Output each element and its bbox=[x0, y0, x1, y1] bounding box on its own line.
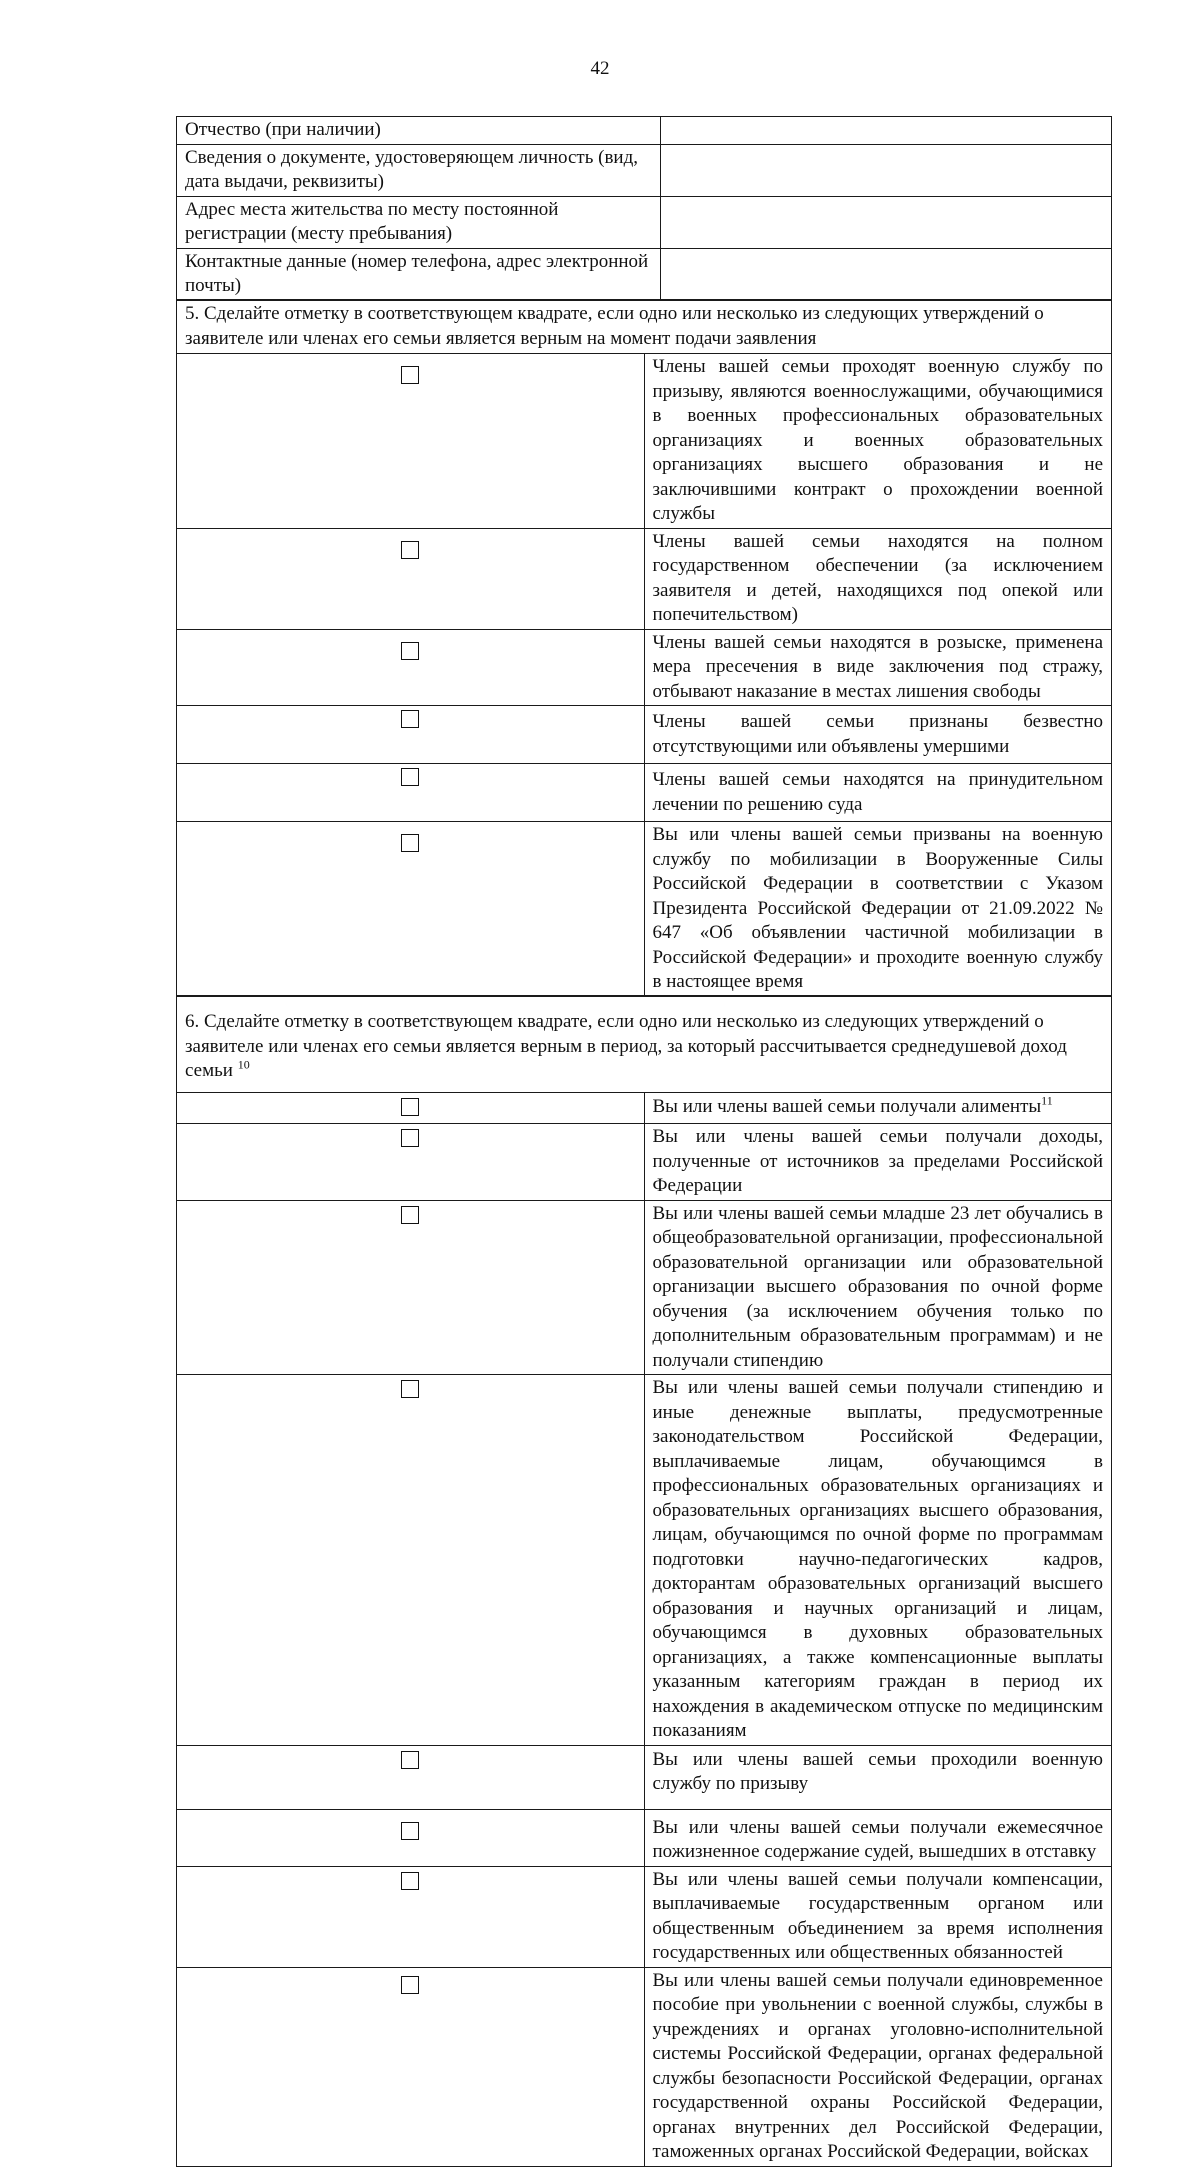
section-6-heading: 6. Сделайте отметку в соответствующем квадрате, если одно или несколько из следующих утверждений о заявителе или членах его семьи является верным в период, за который рассчитывается среднедушевой доход семьи bbox=[185, 1011, 1067, 1081]
statement-text: Вы или члены вашей семьи получали доходы, полученные от источников за пределами Российской Федерации bbox=[644, 1124, 1112, 1201]
list-item bbox=[177, 1745, 1112, 1809]
list-item bbox=[177, 1124, 1112, 1201]
checkbox[interactable] bbox=[401, 1206, 419, 1224]
statement-text: Вы или члены вашей семьи получали стипендию и иные денежные выплаты, предусмотренные законодательством Российской Федерации, выплачиваемые лицам, обучающимся в профессиональных образовательных организациях и образовательных организациях высшего образования, лицам, обучающимся по очной форме по программам подготовки научно-педагогических кадров, докторантам образовательных организаций высшего образования и научных организаций и лицам, обучающимся в духовных образовательных организациях, а также компенсационные выплаты указанным категориям граждан в период их нахождения в академическом отпуске по медицинским показаниям bbox=[644, 1375, 1112, 1746]
statement-text: Вы или члены вашей семьи проходили военную службу по призыву bbox=[644, 1745, 1112, 1809]
section-5-table bbox=[176, 299, 1112, 997]
statement-text: Члены вашей семьи проходят военную службу по призыву, являются военнослужащими, обучающимися в военных профессиональных образовательных организациях и военных образовательных организациях высшего образования и не заключившими контракт о прохождении военной службы bbox=[644, 354, 1112, 529]
list-item bbox=[177, 822, 1112, 997]
footnote-marker: 10 bbox=[237, 1057, 250, 1072]
list-item bbox=[177, 1967, 1112, 2166]
list-item bbox=[177, 1092, 1112, 1124]
list-item bbox=[177, 354, 1112, 529]
statement-text: Члены вашей семьи находятся на полном государственном обеспечении (за исключением заявителя и детей, находящихся под опекой или попечительством) bbox=[644, 528, 1112, 629]
identity-document-label: Сведения о документе, удостоверяющем личность (вид, дата выдачи, реквизиты) bbox=[177, 144, 661, 196]
list-item bbox=[177, 629, 1112, 706]
table-row bbox=[177, 144, 1112, 196]
checkbox[interactable] bbox=[401, 1098, 419, 1116]
checkbox[interactable] bbox=[401, 1380, 419, 1398]
checkbox[interactable] bbox=[401, 642, 419, 660]
personal-data-table bbox=[176, 116, 1112, 301]
statement-text: Вы или члены вашей семьи получали компенсации, выплачиваемые государственным органом или общественным объединением за время исполнения государственных или общественных обязанностей bbox=[644, 1866, 1112, 1967]
checkbox[interactable] bbox=[401, 541, 419, 559]
list-item bbox=[177, 1809, 1112, 1866]
statement-text: Вы или члены вашей семьи получали единовременное пособие при увольнении с военной службы, службы в учреждениях и органах уголовно-исполнительной системы Российской Федерации, органах федеральной службы безопасности Российской Федерации, органах государственной охраны Российской Федерации, органах внутренних дел Российской Федерации, таможенных органах Российской Федерации, войсках bbox=[644, 1967, 1112, 2166]
checkbox[interactable] bbox=[401, 768, 419, 786]
application-form-table bbox=[176, 116, 1112, 2167]
checkbox[interactable] bbox=[401, 1751, 419, 1769]
patronymic-field[interactable] bbox=[661, 117, 1112, 145]
table-row bbox=[177, 196, 1112, 248]
list-item bbox=[177, 706, 1112, 764]
table-row bbox=[177, 117, 1112, 145]
contact-data-label: Контактные данные (номер телефона, адрес электронной почты) bbox=[177, 248, 661, 300]
checkbox[interactable] bbox=[401, 834, 419, 852]
residence-address-field[interactable] bbox=[661, 196, 1112, 248]
list-item bbox=[177, 1866, 1112, 1967]
checkbox[interactable] bbox=[401, 1976, 419, 1994]
statement-text: Вы или члены вашей семьи получали алименты bbox=[652, 1095, 1042, 1117]
identity-document-field[interactable] bbox=[661, 144, 1112, 196]
checkbox[interactable] bbox=[401, 710, 419, 728]
statement-text: Вы или члены вашей семьи младше 23 лет обучались в общеобразовательной организации, профессиональной образовательной организации или образовательной организации высшего образования по очной форме обучения (за исключением обучения только по дополнительным образовательным программам) и не получали стипендию bbox=[644, 1200, 1112, 1375]
patronymic-label: Отчество (при наличии) bbox=[177, 117, 661, 145]
checkbox[interactable] bbox=[401, 366, 419, 384]
contact-data-field[interactable] bbox=[661, 248, 1112, 300]
statement-text: Члены вашей семьи находятся на принудительном лечении по решению суда bbox=[644, 764, 1112, 822]
statement-text: Члены вашей семьи находятся в розыске, применена мера пресечения в виде заключения под стражу, отбывают наказание в местах лишения свободы bbox=[644, 629, 1112, 706]
statement-text: Вы или члены вашей семьи получали ежемесячное пожизненное содержание судей, вышедших в отставку bbox=[644, 1809, 1112, 1866]
checkbox[interactable] bbox=[401, 1822, 419, 1840]
table-row bbox=[177, 248, 1112, 300]
section-6-table bbox=[176, 995, 1112, 2167]
list-item bbox=[177, 528, 1112, 629]
checkbox[interactable] bbox=[401, 1872, 419, 1890]
statement-text: Вы или члены вашей семьи призваны на военную службу по мобилизации в Вооруженные Силы Российской Федерации в соответствии с Указом Президента Российской Федерации от 21.09.2022 № 647 «Об объявлении частичной мобилизации в Российской Федерации» и проходите военную службу в настоящее время bbox=[644, 822, 1112, 997]
page-number: 42 bbox=[590, 58, 610, 79]
checkbox[interactable] bbox=[401, 1129, 419, 1147]
footnote-marker: 11 bbox=[1041, 1093, 1053, 1108]
residence-address-label: Адрес места жительства по месту постоянной регистрации (месту пребывания) bbox=[177, 196, 661, 248]
list-item bbox=[177, 1375, 1112, 1746]
list-item bbox=[177, 1200, 1112, 1375]
section-5-heading: 5. Сделайте отметку в соответствующем квадрате, если одно или несколько из следующих утверждений о заявителе или членах его семьи является верным на момент подачи заявления bbox=[177, 300, 1112, 354]
statement-text: Члены вашей семьи признаны безвестно отсутствующими или объявлены умершими bbox=[644, 706, 1112, 764]
list-item bbox=[177, 764, 1112, 822]
